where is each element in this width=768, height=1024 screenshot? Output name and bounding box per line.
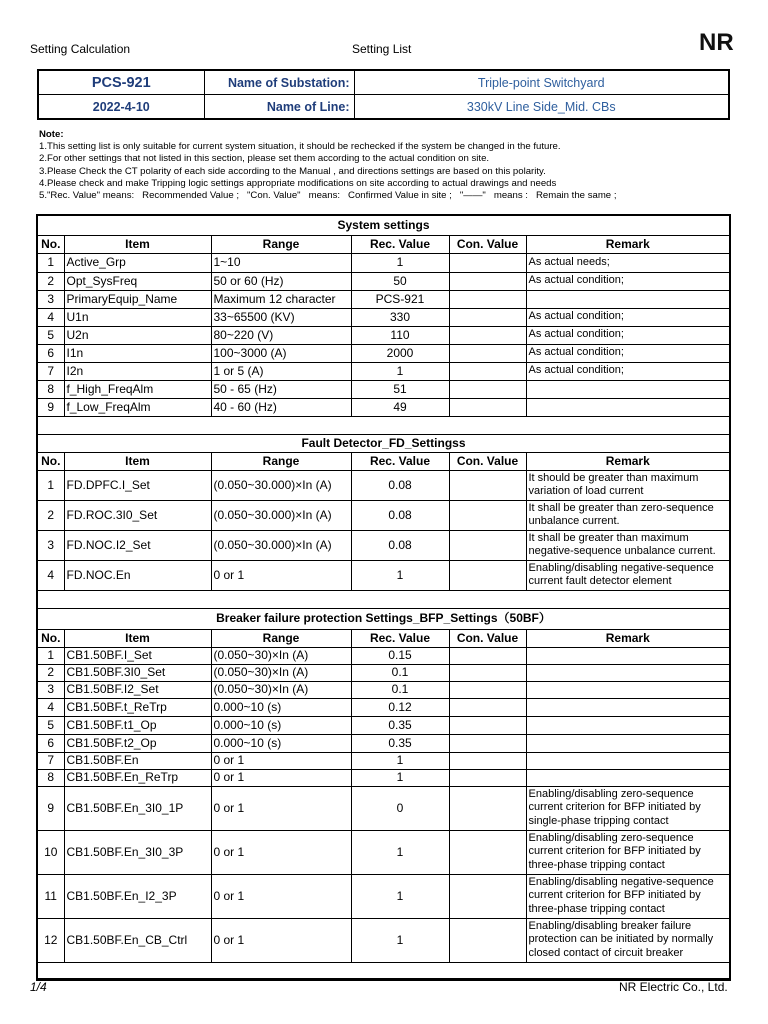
cell-row-number: 2	[37, 500, 64, 530]
cell-item-name: FD.ROC.3I0_Set	[64, 500, 211, 530]
cell-remark	[526, 716, 730, 734]
column-header-con-value: Con. Value	[449, 629, 526, 647]
cell-item-name: CB1.50BF.En_3I0_3P	[64, 830, 211, 874]
column-header-row	[37, 235, 730, 253]
cell-con-value	[449, 272, 526, 290]
notes-title: Note:	[39, 129, 64, 140]
cell-item-name: CB1.50BF.En_CB_Ctrl	[64, 918, 211, 962]
date-value: 2022-4-10	[38, 95, 204, 120]
cell-row-number: 1	[37, 470, 64, 500]
cell-range: (0.050~30)×In (A)	[211, 664, 351, 681]
cell-rec-value: 0	[351, 786, 449, 830]
cell-row-number: 4	[37, 698, 64, 716]
cell-con-value	[449, 698, 526, 716]
cell-rec-value: 51	[351, 380, 449, 398]
table-row	[37, 734, 730, 752]
doc-title: Setting List	[352, 42, 412, 56]
cell-rec-value: 0.15	[351, 647, 449, 664]
cell-remark	[526, 769, 730, 786]
cell-con-value	[449, 647, 526, 664]
cell-con-value	[449, 918, 526, 962]
cell-remark	[526, 752, 730, 769]
cell-con-value	[449, 734, 526, 752]
nr-logo-icon	[699, 30, 737, 52]
table-row	[37, 918, 730, 962]
cell-remark: Enabling/disabling zero-sequence current criterion for BFP initiated by single-phase tripping contact	[526, 786, 730, 830]
table-row	[37, 290, 730, 308]
cell-rec-value: 1	[351, 769, 449, 786]
table-row	[37, 344, 730, 362]
cell-con-value	[449, 290, 526, 308]
table-row	[37, 398, 730, 416]
note-line: 1.This setting list is only suitable for current system situation, it should be rechecked if the system be changed in the future.	[39, 141, 561, 153]
info-table	[37, 69, 730, 120]
cell-row-number: 11	[37, 874, 64, 918]
table-row	[37, 308, 730, 326]
cell-item-name: CB1.50BF.I2_Set	[64, 681, 211, 698]
cell-range: 1 or 5 (A)	[211, 362, 351, 380]
cell-remark: As actual needs;	[526, 253, 730, 272]
cell-range: (0.050~30)×In (A)	[211, 681, 351, 698]
table-row	[37, 272, 730, 290]
cell-item-name: FD.NOC.En	[64, 560, 211, 590]
cell-range: 100~3000 (A)	[211, 344, 351, 362]
cell-remark	[526, 664, 730, 681]
spacer-cell	[37, 962, 730, 979]
cell-remark: It shall be greater than zero-sequence unbalance current.	[526, 500, 730, 530]
cell-range: (0.050~30.000)×In (A)	[211, 530, 351, 560]
cell-item-name: CB1.50BF.En_3I0_1P	[64, 786, 211, 830]
cell-range: 1~10	[211, 253, 351, 272]
cell-row-number: 3	[37, 290, 64, 308]
column-header-remark: Remark	[526, 452, 730, 470]
cell-rec-value: 1	[351, 253, 449, 272]
doc-category: Setting Calculation	[30, 42, 131, 56]
cell-rec-value: 0.1	[351, 664, 449, 681]
cell-remark	[526, 698, 730, 716]
cell-con-value	[449, 344, 526, 362]
cell-con-value	[449, 752, 526, 769]
cell-range: 0 or 1	[211, 752, 351, 769]
cell-con-value	[449, 786, 526, 830]
table-row	[37, 830, 730, 874]
note-line: 5."Rec. Value" means: Recommended Value ; "Con. Value" means: Confirmed Value in site ; "——" means : Remain the same ;	[39, 190, 617, 202]
column-header-row	[37, 629, 730, 647]
cell-con-value	[449, 380, 526, 398]
svg-text:NR: NR	[699, 30, 734, 52]
section-title-row	[37, 215, 730, 235]
column-header-range: Range	[211, 235, 351, 253]
table-row	[37, 560, 730, 590]
cell-remark: It should be greater than maximum variation of load current	[526, 470, 730, 500]
column-header-con-value: Con. Value	[449, 235, 526, 253]
cell-row-number: 1	[37, 253, 64, 272]
cell-rec-value: 1	[351, 752, 449, 769]
note-line: 3.Please Check the CT polarity of each side according to the Manual , and directions settings are based on this polarity.	[39, 165, 546, 177]
cell-remark: As actual condition;	[526, 326, 730, 344]
cell-row-number: 4	[37, 560, 64, 590]
cell-rec-value: 0.12	[351, 698, 449, 716]
cell-item-name: f_Low_FreqAlm	[64, 398, 211, 416]
cell-remark: As actual condition;	[526, 344, 730, 362]
cell-row-number: 7	[37, 362, 64, 380]
cell-range: Maximum 12 character	[211, 290, 351, 308]
column-header-item-name: Item	[64, 629, 211, 647]
table-row	[37, 698, 730, 716]
cell-item-name: CB1.50BF.I_Set	[64, 647, 211, 664]
spacer-cell	[37, 590, 730, 608]
cell-row-number: 7	[37, 752, 64, 769]
cell-item-name: FD.NOC.I2_Set	[64, 530, 211, 560]
cell-rec-value: 49	[351, 398, 449, 416]
cell-range: 0 or 1	[211, 786, 351, 830]
column-header-row	[37, 452, 730, 470]
cell-rec-value: PCS-921	[351, 290, 449, 308]
cell-remark	[526, 380, 730, 398]
cell-rec-value: 50	[351, 272, 449, 290]
cell-con-value	[449, 362, 526, 380]
cell-con-value	[449, 470, 526, 500]
spacer-row	[37, 590, 730, 608]
cell-rec-value: 330	[351, 308, 449, 326]
column-header-rec-value: Rec. Value	[351, 452, 449, 470]
cell-row-number: 3	[37, 530, 64, 560]
device-model: PCS-921	[38, 70, 204, 95]
cell-item-name: CB1.50BF.En_I2_3P	[64, 874, 211, 918]
cell-remark: As actual condition;	[526, 362, 730, 380]
cell-row-number: 10	[37, 830, 64, 874]
cell-range: 80~220 (V)	[211, 326, 351, 344]
cell-row-number: 8	[37, 769, 64, 786]
cell-item-name: Active_Grp	[64, 253, 211, 272]
cell-range: 0 or 1	[211, 874, 351, 918]
spacer-row	[37, 416, 730, 434]
cell-rec-value: 0.08	[351, 470, 449, 500]
cell-row-number: 12	[37, 918, 64, 962]
cell-rec-value: 2000	[351, 344, 449, 362]
cell-remark: Enabling/disabling zero-sequence current criterion for BFP initiated by three-phase tripping contact	[526, 830, 730, 874]
cell-range: 0 or 1	[211, 769, 351, 786]
section-title: System settings	[37, 215, 730, 235]
cell-row-number: 6	[37, 344, 64, 362]
column-header-range: Range	[211, 452, 351, 470]
cell-item-name: CB1.50BF.t_ReTrp	[64, 698, 211, 716]
cell-rec-value: 1	[351, 362, 449, 380]
cell-remark: As actual condition;	[526, 272, 730, 290]
table-row	[37, 769, 730, 786]
cell-remark: It shall be greater than maximum negative-sequence unbalance current.	[526, 530, 730, 560]
cell-range: 40 - 60 (Hz)	[211, 398, 351, 416]
line-value: 330kV Line Side_Mid. CBs	[354, 95, 729, 120]
cell-con-value	[449, 253, 526, 272]
cell-range: 0.000~10 (s)	[211, 716, 351, 734]
cell-rec-value: 1	[351, 830, 449, 874]
cell-con-value	[449, 664, 526, 681]
line-label: Name of Line:	[204, 95, 354, 120]
column-header-rec-value: Rec. Value	[351, 629, 449, 647]
substation-label: Name of Substation:	[204, 70, 354, 95]
table-row	[37, 647, 730, 664]
cell-row-number: 9	[37, 398, 64, 416]
cell-item-name: CB1.50BF.3I0_Set	[64, 664, 211, 681]
cell-rec-value: 110	[351, 326, 449, 344]
cell-item-name: U2n	[64, 326, 211, 344]
table-row	[37, 664, 730, 681]
cell-con-value	[449, 560, 526, 590]
spacer-cell	[37, 416, 730, 434]
cell-row-number: 4	[37, 308, 64, 326]
settings-table	[36, 214, 731, 981]
table-row	[37, 326, 730, 344]
cell-remark: Enabling/disabling negative-sequence current fault detector element	[526, 560, 730, 590]
cell-item-name: CB1.50BF.En_ReTrp	[64, 769, 211, 786]
cell-row-number: 2	[37, 664, 64, 681]
cell-rec-value: 1	[351, 874, 449, 918]
column-header-row-number: No.	[37, 235, 64, 253]
cell-row-number: 5	[37, 716, 64, 734]
cell-remark: Enabling/disabling breaker failure protection can be initiated by normally closed contact of circuit breaker	[526, 918, 730, 962]
cell-row-number: 5	[37, 326, 64, 344]
notes-block	[39, 129, 616, 202]
cell-con-value	[449, 769, 526, 786]
note-line: 4.Please check and make Tripping logic settings appropriate modifications on site according to actual drawings and needs	[39, 177, 557, 189]
cell-row-number: 9	[37, 786, 64, 830]
spacer-row	[37, 962, 730, 979]
cell-row-number: 6	[37, 734, 64, 752]
cell-range: 50 - 65 (Hz)	[211, 380, 351, 398]
cell-range: 0 or 1	[211, 560, 351, 590]
section-title-row	[37, 434, 730, 452]
cell-range: (0.050~30)×In (A)	[211, 647, 351, 664]
section-title-row	[37, 608, 730, 629]
cell-range: 0 or 1	[211, 918, 351, 962]
cell-con-value	[449, 326, 526, 344]
cell-con-value	[449, 308, 526, 326]
cell-item-name: CB1.50BF.t1_Op	[64, 716, 211, 734]
cell-con-value	[449, 681, 526, 698]
cell-rec-value: 1	[351, 560, 449, 590]
table-row	[37, 681, 730, 698]
column-header-remark: Remark	[526, 235, 730, 253]
cell-item-name: CB1.50BF.t2_Op	[64, 734, 211, 752]
cell-item-name: U1n	[64, 308, 211, 326]
cell-remark	[526, 681, 730, 698]
substation-value: Triple-point Switchyard	[354, 70, 729, 95]
cell-remark	[526, 290, 730, 308]
cell-remark	[526, 647, 730, 664]
cell-con-value	[449, 530, 526, 560]
cell-remark	[526, 398, 730, 416]
cell-con-value	[449, 500, 526, 530]
page-number: 1/4	[30, 980, 47, 994]
company-name: NR Electric Co., Ltd.	[619, 980, 728, 994]
table-row	[37, 380, 730, 398]
table-row	[37, 530, 730, 560]
table-row	[37, 362, 730, 380]
cell-rec-value: 1	[351, 918, 449, 962]
cell-range: (0.050~30.000)×In (A)	[211, 470, 351, 500]
cell-rec-value: 0.35	[351, 734, 449, 752]
column-header-range: Range	[211, 629, 351, 647]
column-header-row-number: No.	[37, 452, 64, 470]
cell-con-value	[449, 830, 526, 874]
section-title: Fault Detector_FD_Settingss	[37, 434, 730, 452]
cell-item-name: Opt_SysFreq	[64, 272, 211, 290]
table-row	[37, 470, 730, 500]
table-row	[37, 874, 730, 918]
cell-row-number: 1	[37, 647, 64, 664]
table-row	[37, 716, 730, 734]
cell-item-name: CB1.50BF.En	[64, 752, 211, 769]
cell-item-name: I1n	[64, 344, 211, 362]
section-title: Breaker failure protection Settings_BFP_Settings（50BF）	[37, 608, 730, 629]
cell-range: 33~65500 (KV)	[211, 308, 351, 326]
cell-rec-value: 0.35	[351, 716, 449, 734]
cell-rec-value: 0.1	[351, 681, 449, 698]
cell-range: 0 or 1	[211, 830, 351, 874]
cell-remark	[526, 734, 730, 752]
table-row	[37, 253, 730, 272]
cell-remark: As actual condition;	[526, 308, 730, 326]
cell-row-number: 8	[37, 380, 64, 398]
column-header-item-name: Item	[64, 452, 211, 470]
cell-row-number: 2	[37, 272, 64, 290]
cell-item-name: FD.DPFC.I_Set	[64, 470, 211, 500]
cell-con-value	[449, 874, 526, 918]
table-row	[37, 500, 730, 530]
cell-rec-value: 0.08	[351, 530, 449, 560]
cell-remark: Enabling/disabling negative-sequence current criterion for BFP initiated by three-phase tripping contact	[526, 874, 730, 918]
table-row	[37, 752, 730, 769]
note-line: 2.For other settings that not listed in this section, please set them according to the actual condition on site.	[39, 153, 490, 165]
cell-item-name: f_High_FreqAlm	[64, 380, 211, 398]
cell-rec-value: 0.08	[351, 500, 449, 530]
cell-range: 50 or 60 (Hz)	[211, 272, 351, 290]
column-header-remark: Remark	[526, 629, 730, 647]
cell-range: 0.000~10 (s)	[211, 734, 351, 752]
column-header-row-number: No.	[37, 629, 64, 647]
cell-item-name: PrimaryEquip_Name	[64, 290, 211, 308]
cell-row-number: 3	[37, 681, 64, 698]
cell-con-value	[449, 716, 526, 734]
column-header-rec-value: Rec. Value	[351, 235, 449, 253]
column-header-con-value: Con. Value	[449, 452, 526, 470]
cell-item-name: I2n	[64, 362, 211, 380]
column-header-item-name: Item	[64, 235, 211, 253]
cell-range: 0.000~10 (s)	[211, 698, 351, 716]
cell-range: (0.050~30.000)×In (A)	[211, 500, 351, 530]
table-row	[37, 786, 730, 830]
cell-con-value	[449, 398, 526, 416]
